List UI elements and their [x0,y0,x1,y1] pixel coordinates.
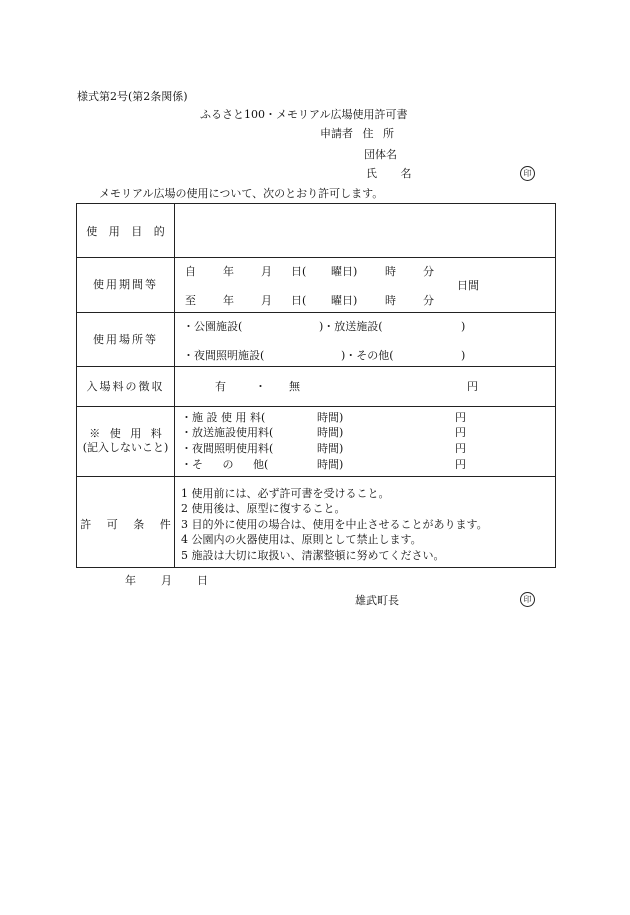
row-divider [77,257,555,258]
issue-date-month: 月 [161,574,172,587]
conditions-label: 許 可 条 件 [80,518,171,531]
permit-table [76,203,556,568]
applicant-seal-icon: 印 [520,166,535,181]
condition-item: 5 施設は大切に取扱い、清潔整頓に努めてください。 [181,549,445,562]
condition-item: 2 使用後は、原型に復すること。 [181,502,346,515]
row-divider [77,366,555,367]
issue-date-day: 日 [197,574,208,587]
issue-date-year: 年 [125,574,136,587]
period-from[interactable]: 自 年 月 日( 曜日) 時 分 [185,265,434,278]
period-to[interactable]: 至 年 月 日( 曜日) 時 分 [185,294,434,307]
applicant-address-label: 申請者 住 所 [320,127,394,140]
group-name-label: 団体名 [364,148,397,161]
document-title: ふるさと100・メモリアル広場使用許可書 [200,108,408,121]
admission-label: 入場料の徴収 [86,380,165,393]
row-divider [77,476,555,477]
place-label: 使用場所等 [93,333,158,346]
fee-row-broadcast: ・放送施設使用料( 時間) 円 [181,426,466,439]
purpose-label: 使 用 目 的 [86,225,165,238]
admission-choice[interactable]: 有 ・ 無 [215,380,300,393]
row-divider [77,406,555,407]
place-night-lighting[interactable]: ・夜間照明施設( )・その他( ) [183,349,466,362]
place-park-facility[interactable]: ・公園施設( )・放送施設( ) [183,320,466,333]
fees-label: ※ 使 用 料 [89,427,162,440]
row-divider [77,312,555,313]
fees-note: (記入しないこと) [82,441,169,454]
issuer-title: 雄武町長 [355,594,399,607]
issuer-seal-icon: 印 [520,592,535,607]
admission-yen-unit: 円 [467,380,478,393]
condition-item: 1 使用前には、必ず許可書を受けること。 [181,487,390,500]
form-number: 様式第2号(第2条関係) [77,90,188,103]
label-column-divider [174,204,175,567]
condition-item: 4 公園内の火器使用は、原則として禁止します。 [181,533,422,546]
condition-item: 3 目的外に使用の場合は、使用を中止させることがあります。 [181,518,488,531]
fee-row-facility: ・施 設 使 用 料( 時間) 円 [181,411,466,424]
period-label: 使用期間等 [93,278,158,291]
period-duration-unit: 日間 [457,279,479,292]
fee-row-other: ・そ の 他( 時間) 円 [181,458,466,471]
applicant-name-label: 氏 名 [366,167,412,180]
purpose-field[interactable] [175,205,555,256]
intro-text: メモリアル広場の使用について、次のとおり許可します。 [99,187,384,200]
fee-row-night: ・夜間照明使用料( 時間) 円 [181,442,466,455]
